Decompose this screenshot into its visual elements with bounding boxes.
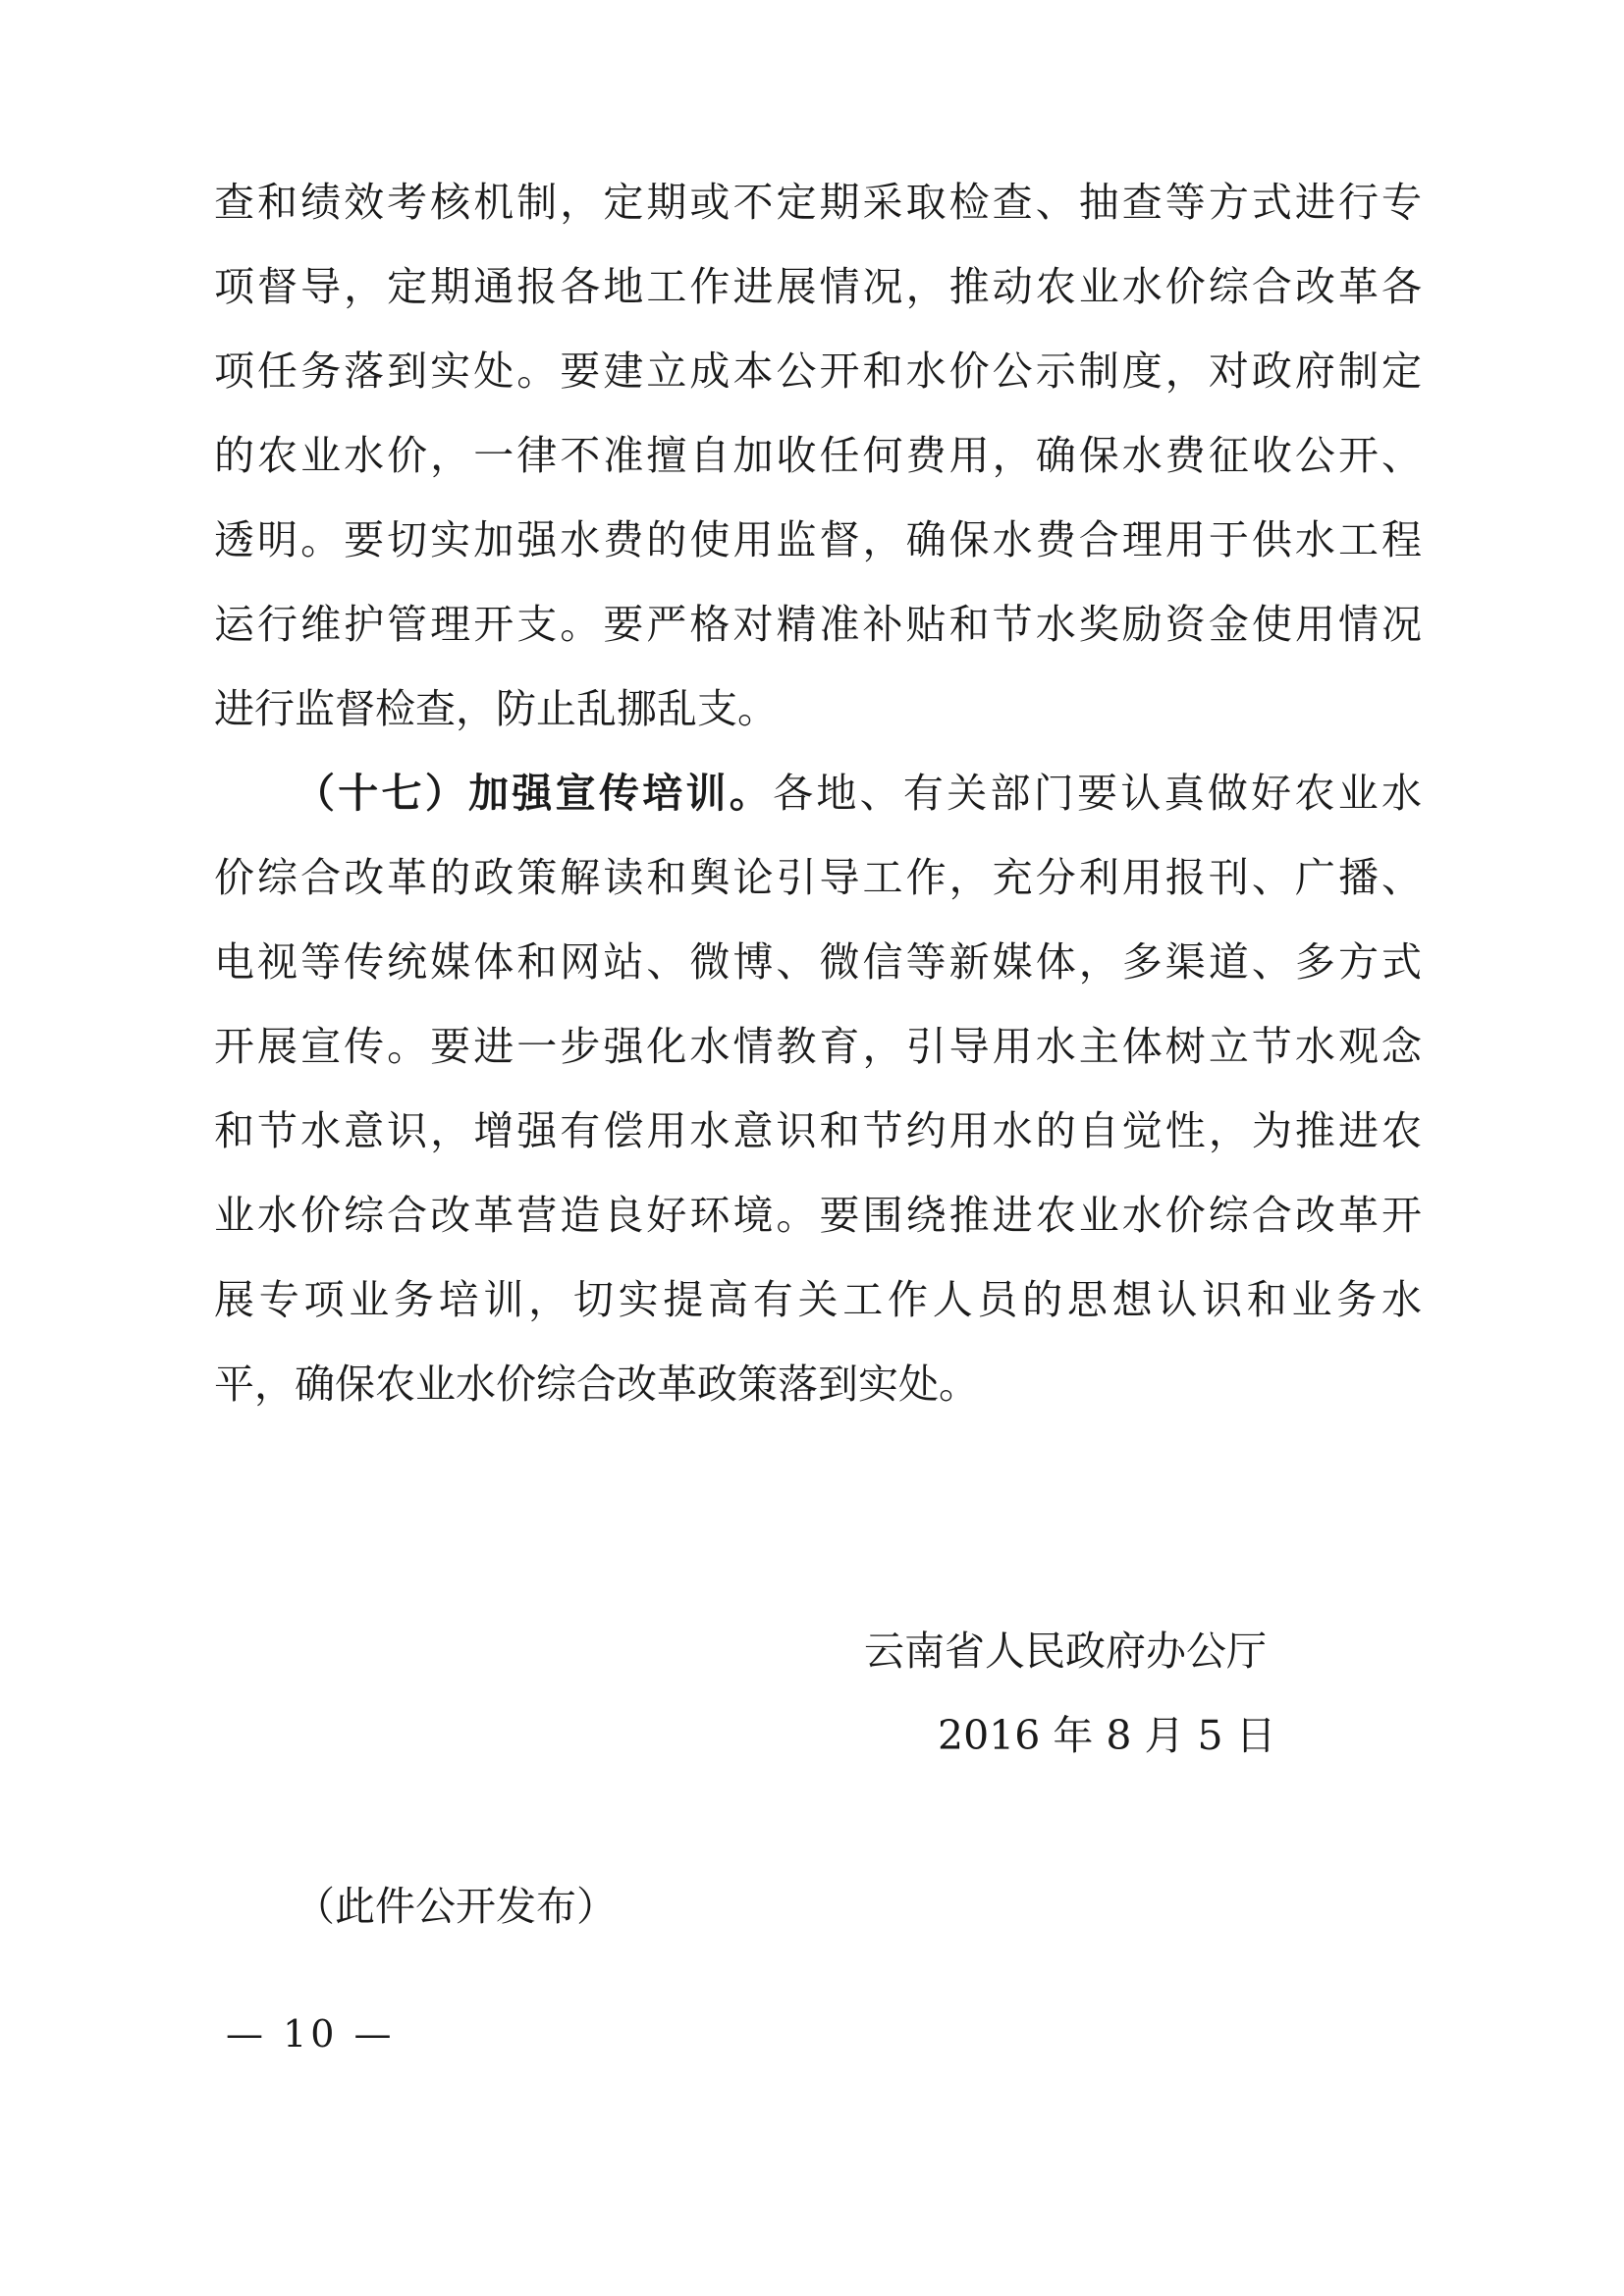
publication-note: （此件公开发布） [295,1883,617,1930]
page-number: — 10 — [226,2012,396,2056]
body-line: 平，确保农业水价综合改革政策落到实处。 [214,1361,979,1408]
body-line: 和节水意识，增强有偿用水意识和节约用水的自觉性，为推进农 [214,1107,1422,1154]
body-line: 的农业水价，一律不准擅自加收任何费用，确保水费征收公开、 [214,432,1422,479]
body-line: 开展宣传。要进一步强化水情教育，引导用水主体树立节水观念 [214,1023,1422,1070]
body-line: 运行维护管理开支。要严格对精准补贴和节水奖励资金使用情况 [214,601,1422,648]
body-line: 展专项业务培训，切实提高有关工作人员的思想认识和业务水 [214,1276,1422,1323]
body-line: 进行监督检查，防止乱挪乱支。 [214,685,778,732]
body-line: 透明。要切实加强水费的使用监督，确保水费合理用于供水工程 [214,516,1422,563]
body-line: 电视等传统媒体和网站、微博、微信等新媒体，多渠道、多方式 [214,938,1422,986]
body-line: 价综合改革的政策解读和舆论引导工作，充分利用报刊、广播、 [214,854,1422,901]
section-17-heading: （十七）加强宣传培训。 [295,770,774,817]
section-17-first-line [295,764,1422,823]
body-line: 项督导，定期通报各地工作进展情况，推动农业水价综合改革各 [214,263,1422,310]
body-line: 查和绩效考核机制，定期或不定期采取检查、抽查等方式进行专 [214,179,1422,226]
issue-date: 2016 年 8 月 5 日 [938,1712,1276,1759]
body-text: 各地、有关部门要认真做好农业水 [773,770,1423,817]
body-line: 项任务落到实处。要建立成本公开和水价公示制度，对政府制定 [214,347,1422,395]
body-line: 业水价综合改革营造良好环境。要围绕推进农业水价综合改革开 [214,1192,1422,1239]
issuer-name: 云南省人民政府办公厅 [864,1628,1267,1675]
